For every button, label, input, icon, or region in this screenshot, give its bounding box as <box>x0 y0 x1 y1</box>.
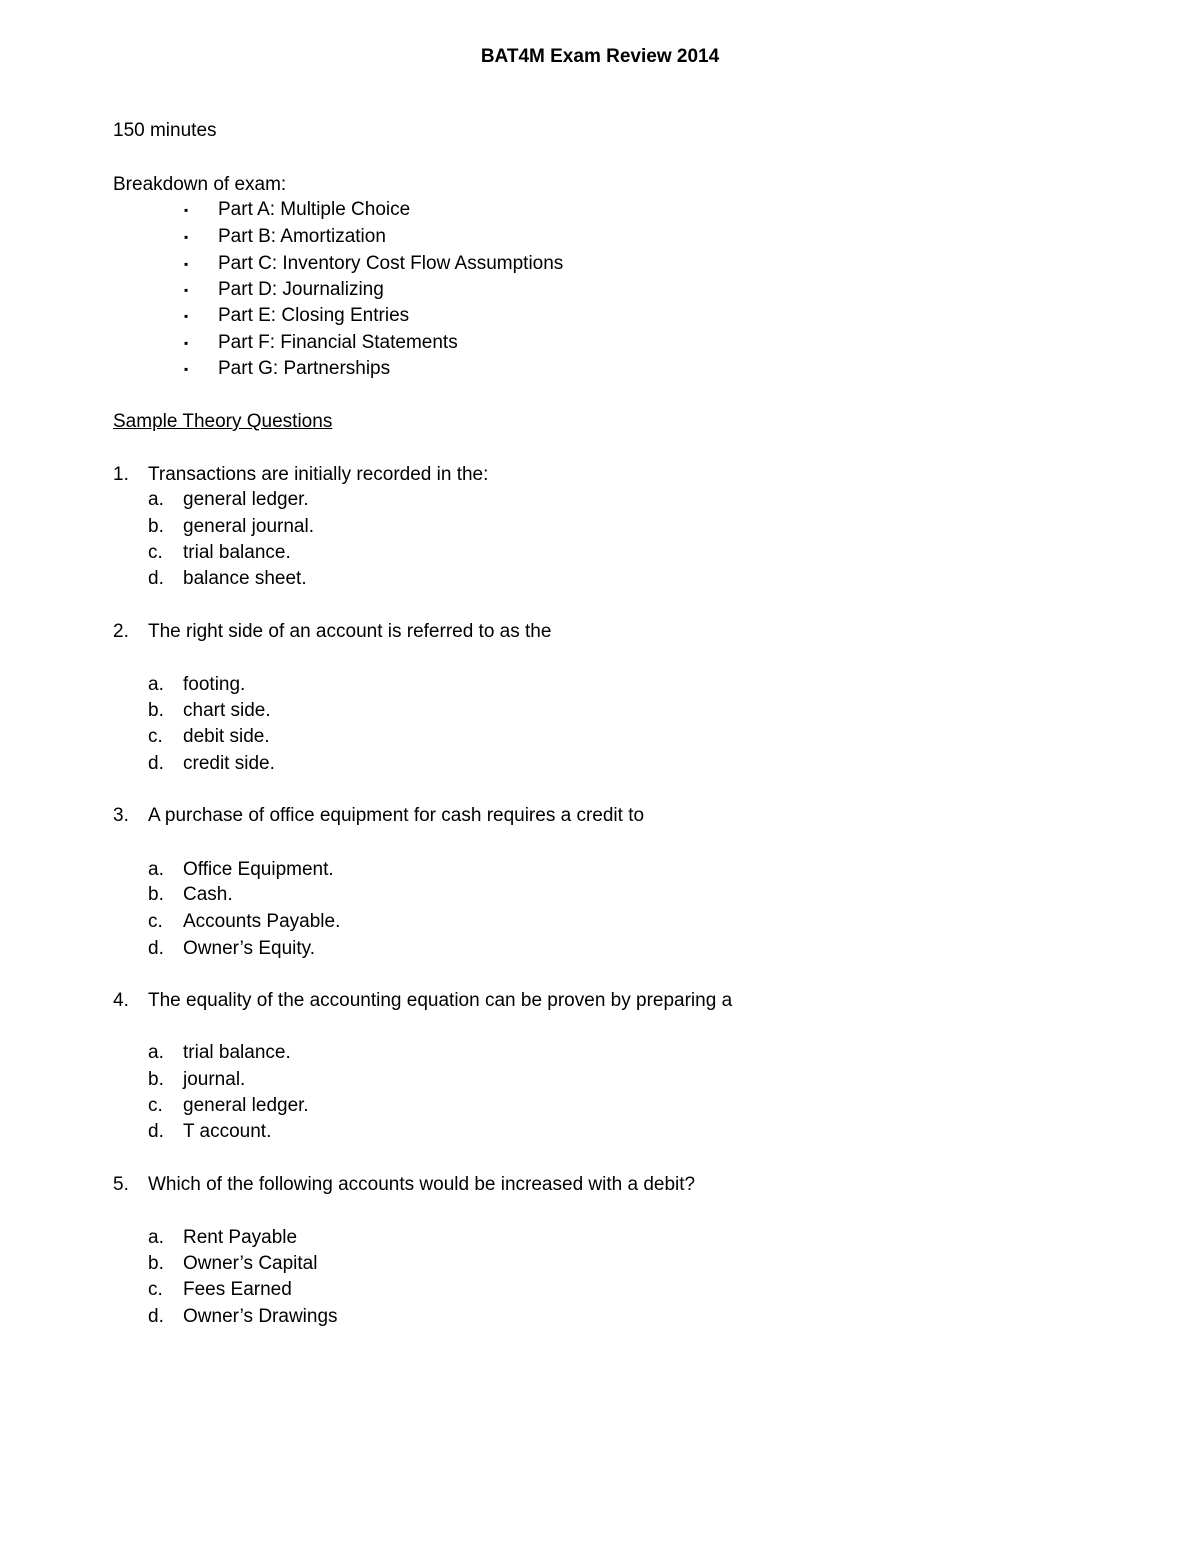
option-letter: d. <box>148 568 164 589</box>
option-letter: c. <box>148 1095 163 1116</box>
option-letter: c. <box>148 726 163 747</box>
question-number: 2. <box>113 621 129 642</box>
breakdown-item: Part C: Inventory Cost Flow Assumptions <box>218 253 564 274</box>
option-text: chart side. <box>183 700 271 721</box>
option-text: general ledger. <box>183 489 309 510</box>
option-text: T account. <box>183 1121 272 1142</box>
option-text: Cash. <box>183 884 233 905</box>
option-letter: c. <box>148 542 163 563</box>
question-number: 4. <box>113 990 129 1011</box>
bullet-icon: ▪ <box>184 283 189 297</box>
option-text: Accounts Payable. <box>183 911 341 932</box>
option-text: debit side. <box>183 726 270 747</box>
option-letter: a. <box>148 859 164 880</box>
bullet-icon: ▪ <box>184 336 189 350</box>
question-number: 5. <box>113 1174 129 1195</box>
question-text: A purchase of office equipment for cash requires a credit to <box>148 805 645 826</box>
option-text: Fees Earned <box>183 1279 292 1300</box>
section-heading: Sample Theory Questions <box>113 411 333 432</box>
option-letter: a. <box>148 489 164 510</box>
question-text: The equality of the accounting equation can be proven by preparing a <box>148 990 733 1011</box>
option-letter: c. <box>148 1279 163 1300</box>
option-text: credit side. <box>183 753 275 774</box>
option-text: Owner’s Equity. <box>183 938 315 959</box>
option-letter: d. <box>148 938 164 959</box>
question-number: 3. <box>113 805 129 826</box>
breakdown-item: Part F: Financial Statements <box>218 332 458 353</box>
option-letter: a. <box>148 674 164 695</box>
question-number: 1. <box>113 464 129 485</box>
breakdown-label: Breakdown of exam: <box>113 174 287 195</box>
breakdown-item: Part G: Partnerships <box>218 358 391 379</box>
option-text: trial balance. <box>183 542 291 563</box>
option-letter: d. <box>148 753 164 774</box>
option-letter: d. <box>148 1121 164 1142</box>
bullet-icon: ▪ <box>184 309 189 323</box>
bullet-icon: ▪ <box>184 203 189 217</box>
option-text: trial balance. <box>183 1042 291 1063</box>
option-text: Owner’s Drawings <box>183 1306 338 1327</box>
option-text: Owner’s Capital <box>183 1253 318 1274</box>
option-text: general ledger. <box>183 1095 309 1116</box>
option-letter: b. <box>148 1069 164 1090</box>
option-text: Rent Payable <box>183 1227 298 1248</box>
option-letter: b. <box>148 700 164 721</box>
question-text: Transactions are initially recorded in the: <box>148 464 489 485</box>
question-text: The right side of an account is referred to as the <box>148 621 552 642</box>
option-letter: a. <box>148 1227 164 1248</box>
bullet-icon: ▪ <box>184 230 189 244</box>
breakdown-item: Part A: Multiple Choice <box>218 199 411 220</box>
option-text: general journal. <box>183 516 314 537</box>
question-text: Which of the following accounts would be increased with a debit? <box>148 1174 696 1195</box>
breakdown-item: Part D: Journalizing <box>218 279 384 300</box>
option-text: Office Equipment. <box>183 859 334 880</box>
breakdown-item: Part B: Amortization <box>218 226 386 247</box>
option-letter: b. <box>148 1253 164 1274</box>
bullet-icon: ▪ <box>184 362 189 376</box>
option-letter: c. <box>148 911 163 932</box>
option-text: journal. <box>183 1069 246 1090</box>
option-text: footing. <box>183 674 246 695</box>
breakdown-item: Part E: Closing Entries <box>218 305 410 326</box>
document-title: BAT4M Exam Review 2014 <box>480 46 720 67</box>
exam-duration: 150 minutes <box>113 120 217 141</box>
option-letter: a. <box>148 1042 164 1063</box>
option-text: balance sheet. <box>183 568 307 589</box>
option-letter: b. <box>148 516 164 537</box>
option-letter: b. <box>148 884 164 905</box>
option-letter: d. <box>148 1306 164 1327</box>
bullet-icon: ▪ <box>184 257 189 271</box>
